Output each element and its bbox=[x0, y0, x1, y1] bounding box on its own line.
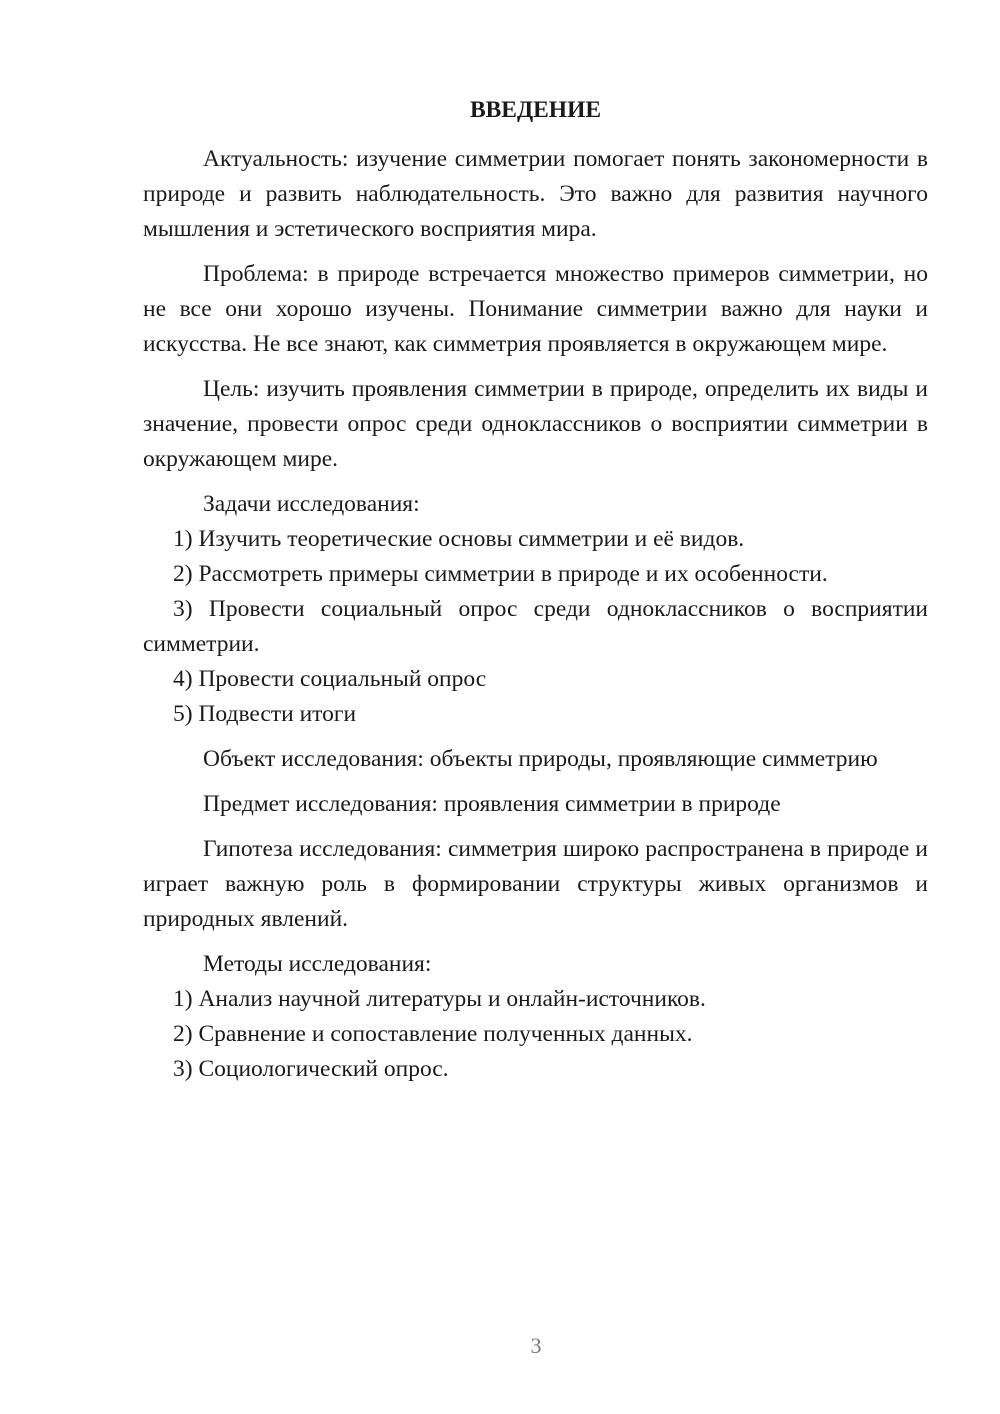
paragraph-problem: Проблема: в природе встречается множество примеров симметрии, но не все они хорошо изучены. Понимание симметрии важно для науки и искусства. Не все знают, как симметрия проявляется в окружающем мире. bbox=[143, 261, 928, 357]
paragraph-goal: Цель: изучить проявления симметрии в природе, определить их виды и значение, провести опрос среди одноклассников о восприятии симметрии в окружающем мире. bbox=[143, 376, 928, 472]
method-item-3: 3) Социологический опрос. bbox=[173, 1056, 449, 1082]
page-number: 3 bbox=[530, 1333, 542, 1358]
page-content bbox=[143, 93, 928, 1087]
paragraph-relevance: Актуальность: изучение симметрии помогает понять закономерности в природе и развить наблюдательность. Это важно для развития научного мышления и эстетического восприятия мира. bbox=[143, 146, 928, 242]
paragraph-subject: Предмет исследования: проявления симметрии в природе bbox=[203, 791, 781, 817]
paragraph-object: Объект исследования: объекты природы, проявляющие симметрию bbox=[203, 746, 878, 772]
paragraph-hypothesis: Гипотеза исследования: симметрия широко распространена в природе и играет важную роль в формировании структуры живых организмов и природных явлений. bbox=[143, 836, 928, 932]
method-item-2: 2) Сравнение и сопоставление полученных данных. bbox=[173, 1021, 693, 1047]
task-item-1: 1) Изучить теоретические основы симметрии и её видов. bbox=[173, 526, 745, 552]
task-item-5: 5) Подвести итоги bbox=[173, 701, 357, 727]
page-title: ВВЕДЕНИЕ bbox=[469, 97, 602, 123]
tasks-heading: Задачи исследования: bbox=[203, 491, 420, 517]
method-item-1: 1) Анализ научной литературы и онлайн-источников. bbox=[173, 986, 706, 1012]
methods-heading: Методы исследования: bbox=[203, 951, 432, 977]
task-item-4: 4) Провести социальный опрос bbox=[173, 666, 487, 692]
task-item-2: 2) Рассмотреть примеры симметрии в природе и их особенности. bbox=[173, 561, 828, 587]
task-item-3: 3) Провести социальный опрос среди одноклассников о восприятии симметрии. bbox=[143, 596, 928, 657]
